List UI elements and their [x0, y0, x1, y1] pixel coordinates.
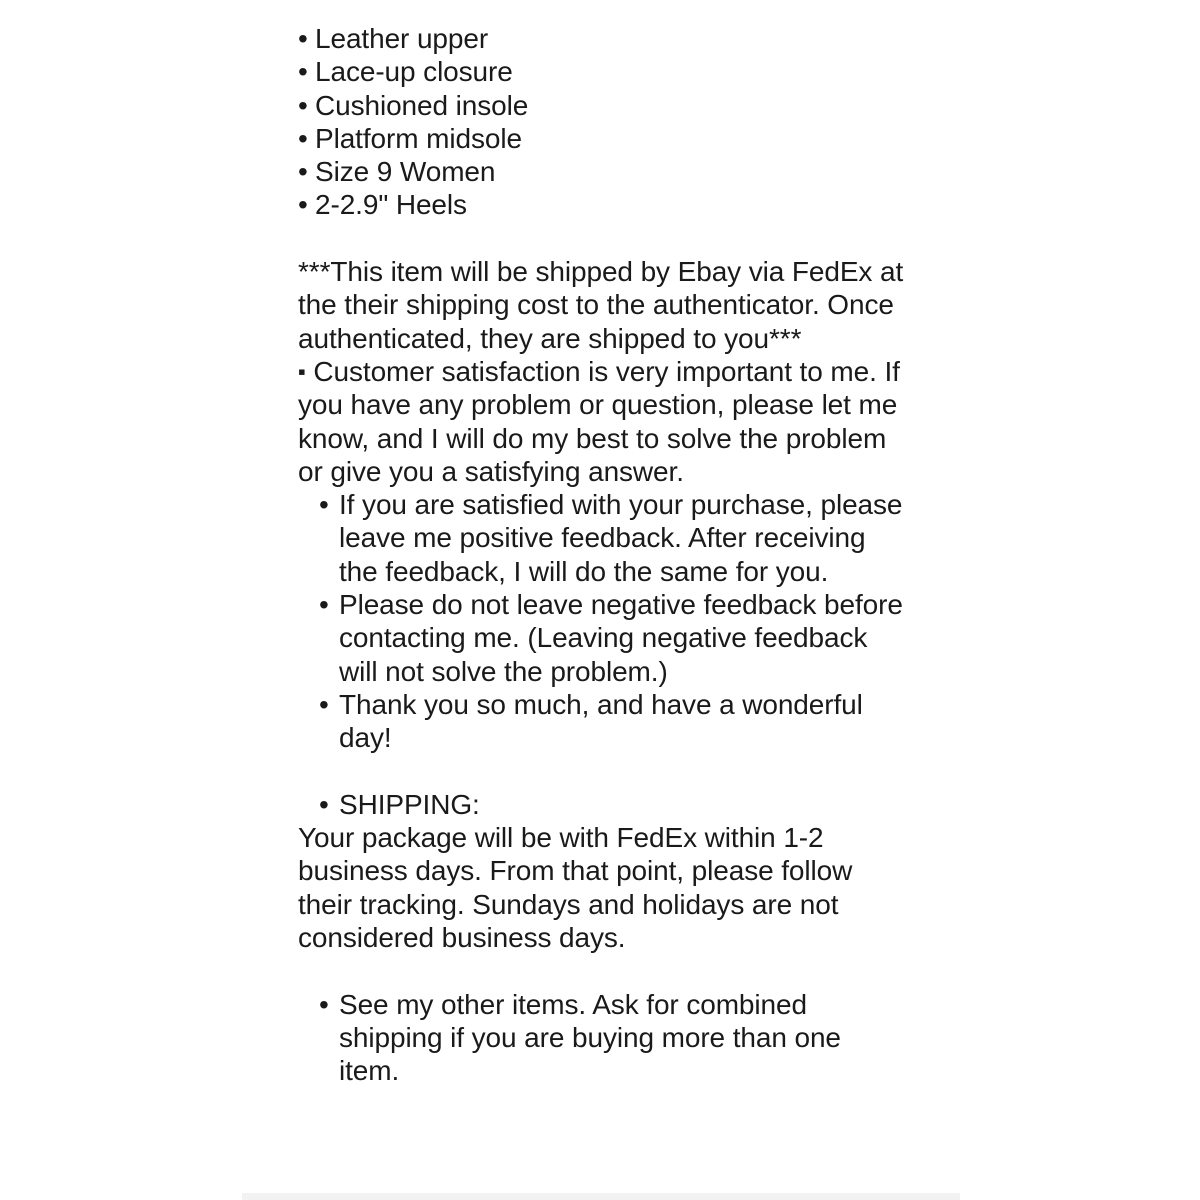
feature-item: • Platform midsole	[298, 122, 522, 154]
feature-item: • Lace-up closure	[298, 56, 513, 88]
shipping-paragraph: Your package will be with FedEx within 1-2 business days. From that point, please follow their tracking. Sundays and holidays are not considered business days.	[298, 822, 853, 954]
feature-item: • Size 9 Women	[298, 156, 496, 188]
bullet-icon: •	[319, 489, 329, 521]
square-bullet-icon: ▪	[298, 358, 306, 384]
feature-list	[298, 22, 908, 222]
bullet-icon: •	[298, 189, 308, 221]
feedback-list	[298, 488, 908, 754]
shipping-heading-list	[298, 788, 908, 821]
satisfaction-paragraph: ▪ Customer satisfaction is very important to me. If you have any problem or question, please let me know, and I will do my best to solve the problem or give you a satisfying answer.	[298, 355, 900, 487]
bullet-icon: •	[319, 589, 329, 621]
bullet-icon: •	[319, 988, 329, 1020]
list-item: • Thank you so much, and have a wonderful day!	[319, 688, 863, 754]
bullet-icon: •	[298, 156, 308, 188]
list-item: • Please do not leave negative feedback before contacting me. (Leaving negative feedback will not solve the problem.)	[319, 589, 903, 687]
feature-item: • 2-2.9" Heels	[298, 189, 467, 221]
bottom-divider	[242, 1193, 960, 1200]
bullet-icon: •	[298, 122, 308, 154]
spacer	[298, 954, 908, 987]
bullet-icon: •	[298, 89, 308, 121]
shipping-heading: • SHIPPING:	[319, 788, 480, 820]
feature-item: • Cushioned insole	[298, 89, 529, 121]
bullet-icon: •	[319, 788, 329, 820]
shipping-notice: ***This item will be shipped by Ebay via FedEx at the their shipping cost to the authenticator. Once authenticated, they are shipped to you***	[298, 256, 904, 354]
spacer	[298, 222, 908, 255]
list-item: • If you are satisfied with your purchase, please leave me positive feedback. After receiving the feedback, I will do the same for you.	[319, 489, 903, 587]
feature-item: • Leather upper	[298, 23, 489, 54]
bullet-icon: •	[298, 23, 308, 54]
bullet-icon: •	[319, 688, 329, 720]
bullet-icon: •	[298, 56, 308, 88]
spacer	[298, 755, 908, 788]
item-description	[298, 22, 908, 1088]
other-items-list	[298, 988, 908, 1088]
list-item: • See my other items. Ask for combined shipping if you are buying more than one item.	[319, 988, 841, 1087]
